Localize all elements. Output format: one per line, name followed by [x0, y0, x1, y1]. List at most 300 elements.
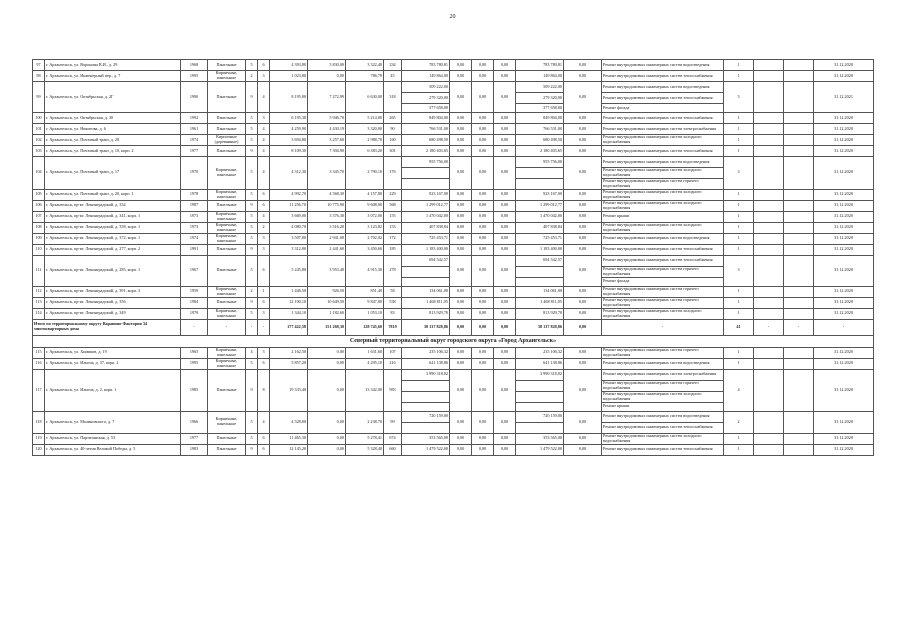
cost-cell: 377 658,00	[402, 104, 450, 113]
floors-cell: 9	[246, 369, 258, 411]
year-cell: 1974	[181, 135, 208, 146]
total-area-cell: 1 446,50	[270, 286, 308, 297]
empty-cell	[754, 244, 784, 255]
owner-funds-cell	[516, 168, 564, 179]
wall-material-cell: Панельные	[208, 297, 246, 308]
wall-material-cell: Кирпичные, панельные	[208, 347, 246, 358]
fund-cell: 0,00	[450, 369, 472, 411]
residents-cell: 58	[384, 286, 402, 297]
fund-cell: 0,00	[494, 200, 516, 211]
empty-cell	[754, 358, 784, 369]
deadline-cell: 31.12.2020	[814, 444, 874, 455]
residential-area-cell: 0,00	[308, 358, 346, 369]
empty-cell	[754, 369, 784, 411]
residents-cell: 674	[384, 433, 402, 444]
owner-funds-cell: 235 106,32	[516, 347, 564, 358]
fund-cell: 0,00	[472, 286, 494, 297]
deadline-cell: 31.12.2020	[814, 308, 874, 319]
other-funds-cell: 0,00	[564, 286, 602, 297]
owner-funds-cell: 766 531,00	[516, 124, 564, 135]
empty-cell	[784, 255, 814, 286]
total-area-cell: 3 669,00	[270, 211, 308, 222]
year-cell: 1966	[181, 411, 208, 433]
fund-cell: 0,00	[494, 411, 516, 433]
empty-cell	[754, 113, 784, 124]
entrances-cell: 6	[258, 444, 270, 455]
flat-area-cell: 2 790,10	[346, 157, 384, 190]
total-cell: 151 268,30	[308, 319, 346, 335]
cost-cell: 783 780,81	[402, 60, 450, 71]
wall-material-cell: Панельные	[208, 433, 246, 444]
work-type-cell: Ремонт внутридомовых инженерных систем водоотведения	[602, 60, 724, 71]
other-funds-cell: 0,00	[564, 444, 602, 455]
works-count-cell: 1	[724, 146, 754, 157]
table-row	[33, 411, 874, 422]
works-count-cell: 1	[724, 233, 754, 244]
cost-cell: 1 468 811,05	[402, 297, 450, 308]
cost-cell	[402, 179, 450, 190]
entrances-cell: 3	[258, 233, 270, 244]
empty-cell	[754, 189, 784, 200]
works-count-cell: 3	[724, 255, 754, 286]
total-area-cell: 4 259,90	[270, 124, 308, 135]
fund-cell: 0,00	[472, 113, 494, 124]
floors-cell: 9	[246, 82, 258, 113]
entrances-cell: 4	[258, 157, 270, 190]
year-cell: 1961	[181, 124, 208, 135]
empty-cell	[784, 222, 814, 233]
other-funds-cell: 0,00	[564, 71, 602, 82]
residential-area-cell: 2 441,60	[308, 244, 346, 255]
fund-cell: 0,00	[494, 358, 516, 369]
work-type-cell: Ремонт внутридомовых инженерных систем горячего водоснабжения	[602, 297, 724, 308]
year-cell: 1983	[181, 444, 208, 455]
cost-cell: 680 498,50	[402, 135, 450, 146]
owner-funds-cell	[516, 380, 564, 391]
table-row	[33, 233, 874, 244]
owner-funds-cell	[516, 179, 564, 190]
year-cell: 1992	[181, 113, 208, 124]
row-number: 115	[33, 347, 45, 358]
work-type-cell: Ремонт внутридомовых инженерных систем холодного водоснабжения	[602, 200, 724, 211]
fund-cell: 0,00	[450, 113, 472, 124]
owner-funds-cell: 1 479 522,00	[516, 444, 564, 455]
row-number: 98	[33, 71, 45, 82]
cost-cell	[402, 391, 450, 402]
floors-cell: 2	[246, 71, 258, 82]
row-number: 106	[33, 200, 45, 211]
entrances-cell: 4	[258, 135, 270, 146]
fund-cell: 0,00	[472, 211, 494, 222]
other-funds-cell: 0,00	[564, 82, 602, 113]
table-row	[33, 124, 874, 135]
flat-area-cell: 786,70	[346, 71, 384, 82]
residential-area-cell: 0,00	[308, 444, 346, 455]
work-type-cell: Ремонт фасада	[602, 104, 724, 113]
row-number: 113	[33, 297, 45, 308]
fund-cell: 0,00	[494, 211, 516, 222]
works-count-cell: 1	[724, 444, 754, 455]
residential-area-cell: 3 953,40	[308, 255, 346, 286]
empty-cell	[784, 146, 814, 157]
address-cell: г. Архангельск, ул. Октябрьская, д. 2Г	[45, 82, 181, 113]
cost-cell	[402, 168, 450, 179]
works-count-cell: 1	[724, 244, 754, 255]
floors-cell: 9	[246, 444, 258, 455]
fund-cell: 0,00	[450, 60, 472, 71]
work-type-cell: Ремонт внутридомовых инженерных систем холодного водоснабжения	[602, 222, 724, 233]
cost-cell: 1 479 522,00	[402, 444, 450, 455]
row-number: 112	[33, 286, 45, 297]
residents-cell: 538	[384, 297, 402, 308]
fund-cell: 0,00	[494, 255, 516, 286]
year-cell: 1984	[181, 297, 208, 308]
year-cell: 1973	[181, 222, 208, 233]
residential-area-cell: 5 946,70	[308, 113, 346, 124]
deadline-cell: 31.12.2020	[814, 60, 874, 71]
other-funds-cell: 0,00	[564, 411, 602, 433]
work-type-cell: Ремонт фасада	[602, 277, 724, 286]
cost-cell: 766 531,00	[402, 124, 450, 135]
fund-cell: 0,00	[494, 135, 516, 146]
works-count-cell: 1	[724, 71, 754, 82]
table-row	[33, 244, 874, 255]
fund-cell: 0,00	[494, 157, 516, 190]
total-area-cell: 1 344,10	[270, 308, 308, 319]
other-funds-cell: 0,00	[564, 222, 602, 233]
empty-cell	[754, 222, 784, 233]
other-funds-cell: 0,00	[564, 433, 602, 444]
fund-cell: 0,00	[472, 124, 494, 135]
entrances-cell: 6	[258, 200, 270, 211]
wall-material-cell: Панельные	[208, 255, 246, 286]
work-type-cell: Ремонт внутридомовых инженерных систем холодного водоснабжения	[602, 308, 724, 319]
entrances-cell: 4	[258, 124, 270, 135]
flat-area-cell: 3 320,00	[346, 124, 384, 135]
empty-cell	[784, 200, 814, 211]
table-row	[33, 433, 874, 444]
works-count-cell: 1	[724, 211, 754, 222]
empty-cell	[754, 233, 784, 244]
residential-area-cell: 10 649,50	[308, 297, 346, 308]
owner-funds-cell: 849 804,00	[516, 113, 564, 124]
address-cell: г. Архангельск, ул. Почтовый тракт, д. 28	[45, 135, 181, 146]
work-type-cell: Ремонт внутридомовых инженерных систем теплоснабжения	[602, 93, 724, 104]
residential-area-cell: 3 516,20	[308, 222, 346, 233]
empty-cell	[754, 124, 784, 135]
row-number: 120	[33, 444, 45, 455]
fund-cell: 0,00	[472, 82, 494, 113]
cost-cell	[402, 422, 450, 433]
table-row	[33, 211, 874, 222]
owner-funds-cell: 1 470 042,00	[516, 211, 564, 222]
flat-area-cell: 6 383,20	[346, 146, 384, 157]
residents-cell: 234	[384, 60, 402, 71]
empty-cell	[784, 233, 814, 244]
owner-funds-cell: 641 138,86	[516, 358, 564, 369]
empty-cell	[754, 286, 784, 297]
owner-funds-cell: 279 320,00	[516, 93, 564, 104]
empty-cell	[784, 189, 814, 200]
other-funds-cell: 0,00	[564, 347, 602, 358]
table-row	[33, 444, 874, 455]
entrances-cell: 1	[258, 286, 270, 297]
owner-funds-cell: 955 756,00	[516, 157, 564, 168]
floors-cell: 5	[246, 255, 258, 286]
fund-cell: 0,00	[450, 200, 472, 211]
fund-cell: 0,00	[472, 358, 494, 369]
cost-cell: 3 990 318,02	[402, 369, 450, 380]
total-area-cell: 3 507,00	[270, 233, 308, 244]
entrances-cell: 4	[258, 211, 270, 222]
wall-material-cell: Панельные	[208, 146, 246, 157]
wall-material-cell: Кирпичные, панельные	[208, 286, 246, 297]
fund-cell: 0,00	[494, 82, 516, 113]
fund-cell: 0,00	[472, 244, 494, 255]
entrances-cell: 6	[258, 255, 270, 286]
floors-cell: 9	[246, 146, 258, 157]
wall-material-cell: Кирпичные, панельные	[208, 233, 246, 244]
table-row	[33, 358, 874, 369]
empty-cell	[754, 308, 784, 319]
fund-cell: 0,00	[450, 189, 472, 200]
fund-cell: 0,00	[450, 286, 472, 297]
empty-cell	[784, 444, 814, 455]
works-count-cell: 1	[724, 286, 754, 297]
owner-funds-cell	[516, 277, 564, 286]
total-area-cell: 19 333,40	[270, 369, 308, 411]
table-row	[33, 157, 874, 168]
works-count-cell: 1	[724, 308, 754, 319]
residents-cell: 229	[384, 189, 402, 200]
fund-cell: 0,00	[450, 135, 472, 146]
row-number: 111	[33, 255, 45, 286]
total-cell: 41	[724, 319, 754, 335]
fund-cell: 0,00	[494, 60, 516, 71]
year-cell: 1967	[181, 255, 208, 286]
cost-cell: 849 804,00	[402, 113, 450, 124]
other-funds-cell: 0,00	[564, 308, 602, 319]
residents-cell: 301	[384, 146, 402, 157]
total-area-cell: 6 195,30	[270, 113, 308, 124]
owner-funds-cell: 813 929,70	[516, 308, 564, 319]
total-area-cell: 4 080,70	[270, 222, 308, 233]
floors-cell: 5	[246, 113, 258, 124]
flat-area-cell: 6 630,00	[346, 82, 384, 113]
other-funds-cell: 0,00	[564, 255, 602, 286]
fund-cell: 0,00	[472, 157, 494, 190]
deadline-cell: 31.12.2020	[814, 200, 874, 211]
total-cell: -	[814, 319, 874, 335]
cost-cell: 641 138,86	[402, 358, 450, 369]
fund-cell: 0,00	[472, 308, 494, 319]
cost-cell: 149 864,00	[402, 71, 450, 82]
fund-cell: 0,00	[472, 411, 494, 433]
year-cell: 1973	[181, 211, 208, 222]
cost-cell: 694 542,57	[402, 255, 450, 266]
total-cell: 7819	[384, 319, 402, 335]
work-type-cell: Ремонт внутридомовых инженерных систем теплоснабжения	[602, 146, 724, 157]
total-cell: -	[754, 319, 784, 335]
deadline-cell: 31.12.2020	[814, 244, 874, 255]
owner-funds-cell: 1 468 811,05	[516, 297, 564, 308]
table-row	[33, 146, 874, 157]
page-number: 20	[449, 14, 456, 20]
work-type-cell: Ремонт внутридомовых инженерных систем горячего водоснабжения	[602, 179, 724, 190]
empty-cell	[784, 71, 814, 82]
empty-cell	[754, 71, 784, 82]
empty-cell	[754, 146, 784, 157]
flat-area-cell: 2 988,70	[346, 135, 384, 146]
owner-funds-cell: 694 542,57	[516, 255, 564, 266]
flat-area-cell: 4 295,10	[346, 358, 384, 369]
total-area-cell: 8 109,30	[270, 146, 308, 157]
fund-cell: 0,00	[472, 189, 494, 200]
cost-cell	[402, 277, 450, 286]
deadline-cell: 31.12.2020	[814, 233, 874, 244]
work-type-cell: Ремонт внутридомовых инженерных систем горячего водоснабжения	[602, 266, 724, 277]
empty-cell	[784, 60, 814, 71]
floors-cell: 9	[246, 297, 258, 308]
deadline-cell: 31.12.2020	[814, 113, 874, 124]
fund-cell: 0,00	[450, 358, 472, 369]
wall-material-cell: Кирпичные, панельные	[208, 222, 246, 233]
fund-cell: 0,00	[472, 222, 494, 233]
empty-cell	[754, 433, 784, 444]
fund-cell: 0,00	[450, 82, 472, 113]
cost-cell: 353 565,00	[402, 433, 450, 444]
works-count-cell: 1	[724, 189, 754, 200]
empty-cell	[784, 433, 814, 444]
wall-material-cell: Панельные	[208, 200, 246, 211]
table-row	[33, 71, 874, 82]
total-area-cell: 11 465,30	[270, 433, 308, 444]
floors-cell: 5	[246, 358, 258, 369]
cost-cell: 955 756,00	[402, 157, 450, 168]
empty-cell	[754, 200, 784, 211]
deadline-cell: 31.12.2020	[814, 369, 874, 411]
floors-cell: 5	[246, 211, 258, 222]
address-cell: г. Архангельск, пр-кт. Ленинградский, д. 372, корп. 1	[45, 233, 181, 244]
year-cell: 1974	[181, 233, 208, 244]
fund-cell: 0,00	[450, 71, 472, 82]
total-cell: 0,00	[494, 319, 516, 335]
residential-area-cell: 0,00	[308, 71, 346, 82]
work-type-cell: Ремонт внутридомовых инженерных систем теплоснабжения	[602, 71, 724, 82]
address-cell: г. Архангельск, пр-кт. Ленинградский, д. 277, корп. 2	[45, 244, 181, 255]
cost-cell: 1 299 012,77	[402, 200, 450, 211]
work-type-cell: Ремонт внутридомовых инженерных систем теплоснабжения	[602, 444, 724, 455]
total-area-cell: 4 393,80	[270, 60, 308, 71]
owner-funds-cell	[516, 422, 564, 433]
empty-cell	[784, 358, 814, 369]
deadline-cell: 31.12.2020	[814, 255, 874, 286]
works-count-cell: 1	[724, 124, 754, 135]
works-count-cell: 1	[724, 222, 754, 233]
empty-cell	[784, 411, 814, 433]
fund-cell: 0,00	[450, 444, 472, 455]
empty-cell	[784, 297, 814, 308]
table-row	[33, 255, 874, 266]
floors-cell: 5	[246, 60, 258, 71]
floors-cell: 5	[246, 124, 258, 135]
row-number: 119	[33, 433, 45, 444]
row-number: 99	[33, 82, 45, 113]
owner-funds-cell: 680 498,50	[516, 135, 564, 146]
floors-cell: 5	[246, 233, 258, 244]
deadline-cell: 31.12.2020	[814, 211, 874, 222]
cost-cell: 1 470 042,00	[402, 211, 450, 222]
work-type-cell: Ремонт внутридомовых инженерных систем теплоснабжения	[602, 422, 724, 433]
other-funds-cell: 0,00	[564, 189, 602, 200]
address-cell: г. Архангельск, ул. Почтовый тракт, д. 20, корп. 1	[45, 189, 181, 200]
fund-cell: 0,00	[494, 433, 516, 444]
works-count-cell: 1	[724, 358, 754, 369]
floors-cell: 5	[246, 157, 258, 190]
year-cell: 1990	[181, 82, 208, 113]
floors-cell: 9	[246, 200, 258, 211]
other-funds-cell: 0,00	[564, 233, 602, 244]
fund-cell: 0,00	[450, 233, 472, 244]
address-cell: г. Архангельск, пр-кт. Ленинградский, д. 334	[45, 200, 181, 211]
residents-cell: 172	[384, 233, 402, 244]
deadline-cell: 31.12.2020	[814, 71, 874, 82]
deadline-cell: 31.12.2020	[814, 297, 874, 308]
table-row	[33, 347, 874, 358]
cost-cell	[402, 402, 450, 411]
empty-cell	[754, 297, 784, 308]
total-cell: 128 745,60	[346, 319, 384, 335]
residents-cell: 176	[384, 157, 402, 190]
floors-cell: 2	[246, 286, 258, 297]
total-cell: -	[181, 319, 208, 335]
address-cell: г. Архангельск, ул. Никитова, д. 6	[45, 124, 181, 135]
address-cell: г. Архангельск, ул. Почтовый тракт, д. 10, корп. 2	[45, 146, 181, 157]
empty-cell	[754, 347, 784, 358]
deadline-cell: 31.12.2020	[814, 135, 874, 146]
total-area-cell: 5 857,20	[270, 358, 308, 369]
work-type-cell: Ремонт внутридомовых инженерных систем теплоснабжения	[602, 113, 724, 124]
wall-material-cell: Панельные	[208, 82, 246, 113]
residential-area-cell: 3 376,30	[308, 211, 346, 222]
work-type-cell: Ремонт внутридомовых инженерных систем водоотведения	[602, 157, 724, 168]
deadline-cell: 31.12.2020	[814, 347, 874, 358]
table-row	[33, 286, 874, 297]
residents-cell: 278	[384, 255, 402, 286]
works-count-cell: 2	[724, 411, 754, 433]
row-number: 101	[33, 124, 45, 135]
address-cell: г. Архангельск, пр-кт. Ленинградский, д. 358, корп. 1	[45, 222, 181, 233]
row-number: 105	[33, 189, 45, 200]
row-number: 114	[33, 308, 45, 319]
owner-funds-cell: 149 864,00	[516, 71, 564, 82]
fund-cell: 0,00	[450, 308, 472, 319]
fund-cell: 0,00	[450, 124, 472, 135]
total-cell: 0,00	[564, 319, 602, 335]
flat-area-cell: 9 847,80	[346, 297, 384, 308]
other-funds-cell: 0,00	[564, 124, 602, 135]
wall-material-cell: Кирпичные, панельные	[208, 308, 246, 319]
owner-funds-cell	[516, 266, 564, 277]
deadline-cell: 31.12.2020	[814, 286, 874, 297]
flat-area-cell: 5 278,41	[346, 433, 384, 444]
row-number: 103	[33, 146, 45, 157]
year-cell: 1977	[181, 146, 208, 157]
entrances-cell: 3	[258, 71, 270, 82]
row-number: 104	[33, 157, 45, 190]
residential-area-cell: 10 775,90	[308, 200, 346, 211]
entrances-cell: 3	[258, 113, 270, 124]
